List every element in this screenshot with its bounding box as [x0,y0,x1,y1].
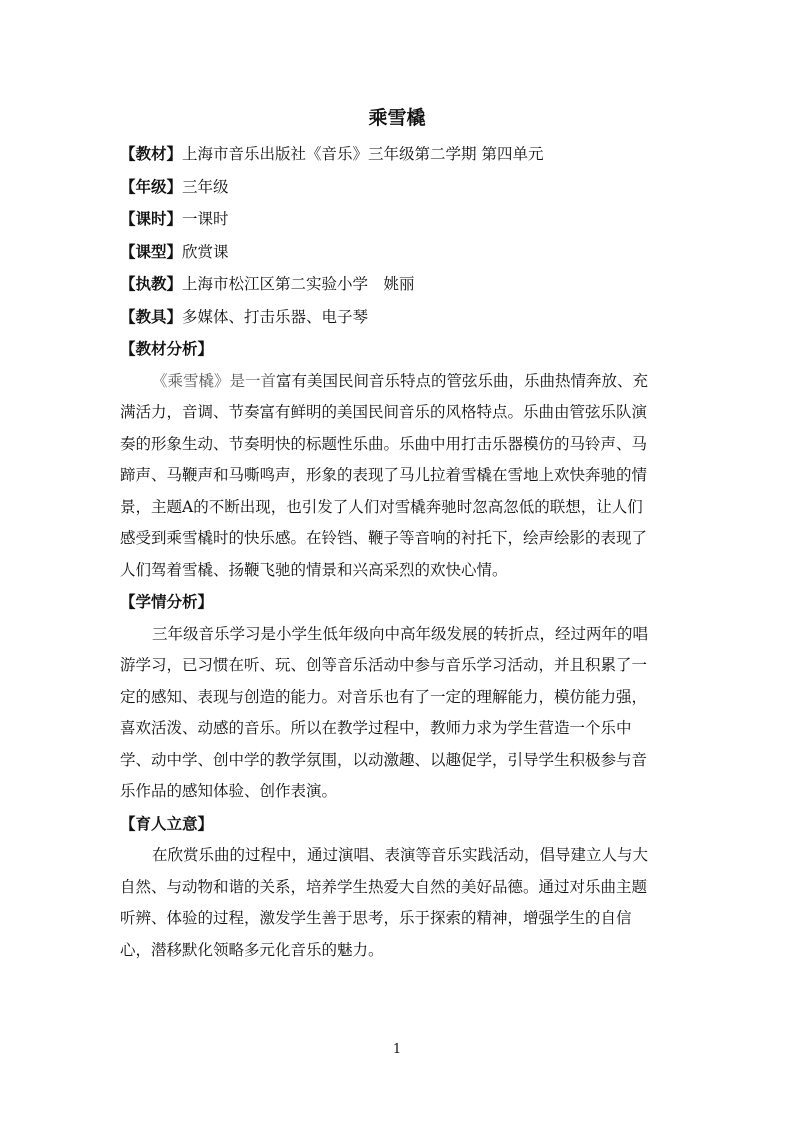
heading-label: 教材分析 [135,339,198,358]
line-text: 富有美国民间音乐特点的管弦乐曲，乐曲热情奔放、充 [276,371,649,390]
field-teaching-aids: 【教具】多媒体、打击乐器、电子琴 [120,306,369,326]
field-label: 教具 [135,306,167,326]
paragraph-line: 奏的形象生动、节奏明快的标题性乐曲。乐曲中用打击乐器模仿的马铃声、马 [120,434,648,453]
field-label: 课时 [135,209,167,228]
document-body [120,138,680,966]
field-lesson-type: 【课型】欣赏课 [120,241,229,261]
field-textbook: 【教材】上海市音乐出版社《音乐》三年级第二学期 第四单元 [120,144,544,163]
paragraph-line: 满活力，音调、节奏富有鲜明的美国民间音乐的风格特点。乐曲由管弦乐队演 [120,403,648,421]
field-grade: 【年级】三年级 [120,176,229,196]
paragraph-line: 景，主题A的不断出现，也引发了人们对雪橇奔驰时忽高忽低的联想，让人们 [120,497,643,516]
paragraph-line: 心，潜移默化领略多元化音乐的魅力。 [120,940,384,959]
field-teacher: 【执教】上海市松江区第二实验小学 姚丽 [120,274,415,293]
field-value: 上海市音乐出版社《音乐》三年级第二学期 第四单元 [182,145,544,163]
heading-label: 学情分析 [135,592,198,611]
field-label: 教材 [135,144,167,163]
paragraph-material-analysis [120,366,680,587]
paragraph-line: 蹄声、马鞭声和马嘶鸣声，形象的表现了马儿拉着雪橇在雪地上欢快奔驰的情 [120,466,648,484]
field-label: 课型 [135,241,167,261]
paragraph-line: 学、动中学、创中学的教学氛围，以动激趣、以趣促学，引导学生积极参与音 [120,750,648,769]
field-periods: 【课时】一课时 [120,209,229,228]
field-value: 上海市松江区第二实验小学 姚丽 [182,275,415,293]
section-heading-student-analysis: 【学情分析】 [120,592,214,611]
quoted-title: 《乘雪橇》是一首 [152,371,277,390]
paragraph-line: 喜欢活泼、动感的音乐。所以在教学过程中，教师力求为学生营造一个乐中 [120,719,632,737]
paragraph-line [152,366,680,398]
field-value: 多媒体、打击乐器、电子琴 [182,307,369,326]
paragraph-student-analysis [120,619,680,808]
field-label: 年级 [135,176,167,196]
paragraph-line: 自然、与动物和谐的关系，培养学生热爱大自然的美好品德。通过对乐曲主题 [120,877,648,896]
paragraph-line: 听辨、体验的过程，激发学生善于思考，乐于探索的精神，增强学生的自信 [120,909,632,927]
section-heading-educational-intent: 【育人立意】 [120,813,214,833]
field-value: 三年级 [182,177,229,196]
field-value: 欣赏课 [182,242,229,261]
section-heading-material-analysis: 【教材分析】 [120,339,214,358]
paragraph-line: 游学习，已习惯在听、玩、创等音乐活动中参与音乐学习活动，并且积累了一 [120,656,648,674]
paragraph-line: 乐作品的感知体验、创作表演。 [120,782,338,800]
document-title: 乘雪橇 [368,107,426,129]
field-label: 执教 [135,274,167,293]
field-value: 一课时 [182,210,229,228]
paragraph-line: 在欣赏乐曲的过程中，通过演唱、表演等音乐实践活动，倡导建立人与大 [152,846,649,864]
paragraph-educational-intent [120,840,680,966]
paragraph-line: 人们驾着雪橇、扬鞭飞驰的情景和兴高采烈的欢快心情。 [120,560,508,579]
page-number: 1 [392,1042,402,1057]
heading-label: 育人立意 [135,813,198,833]
paragraph-line: 感受到乘雪橇时的快乐感。在铃铛、鞭子等音响的衬托下，绘声绘影的表现了 [120,529,648,547]
paragraph-line: 定的感知、表现与创造的能力。对音乐也有了一定的理解能力，模仿能力强， [120,687,648,706]
paragraph-line: 三年级音乐学习是小学生低年级向中高年级发展的转折点，经过两年的唱 [152,624,649,643]
